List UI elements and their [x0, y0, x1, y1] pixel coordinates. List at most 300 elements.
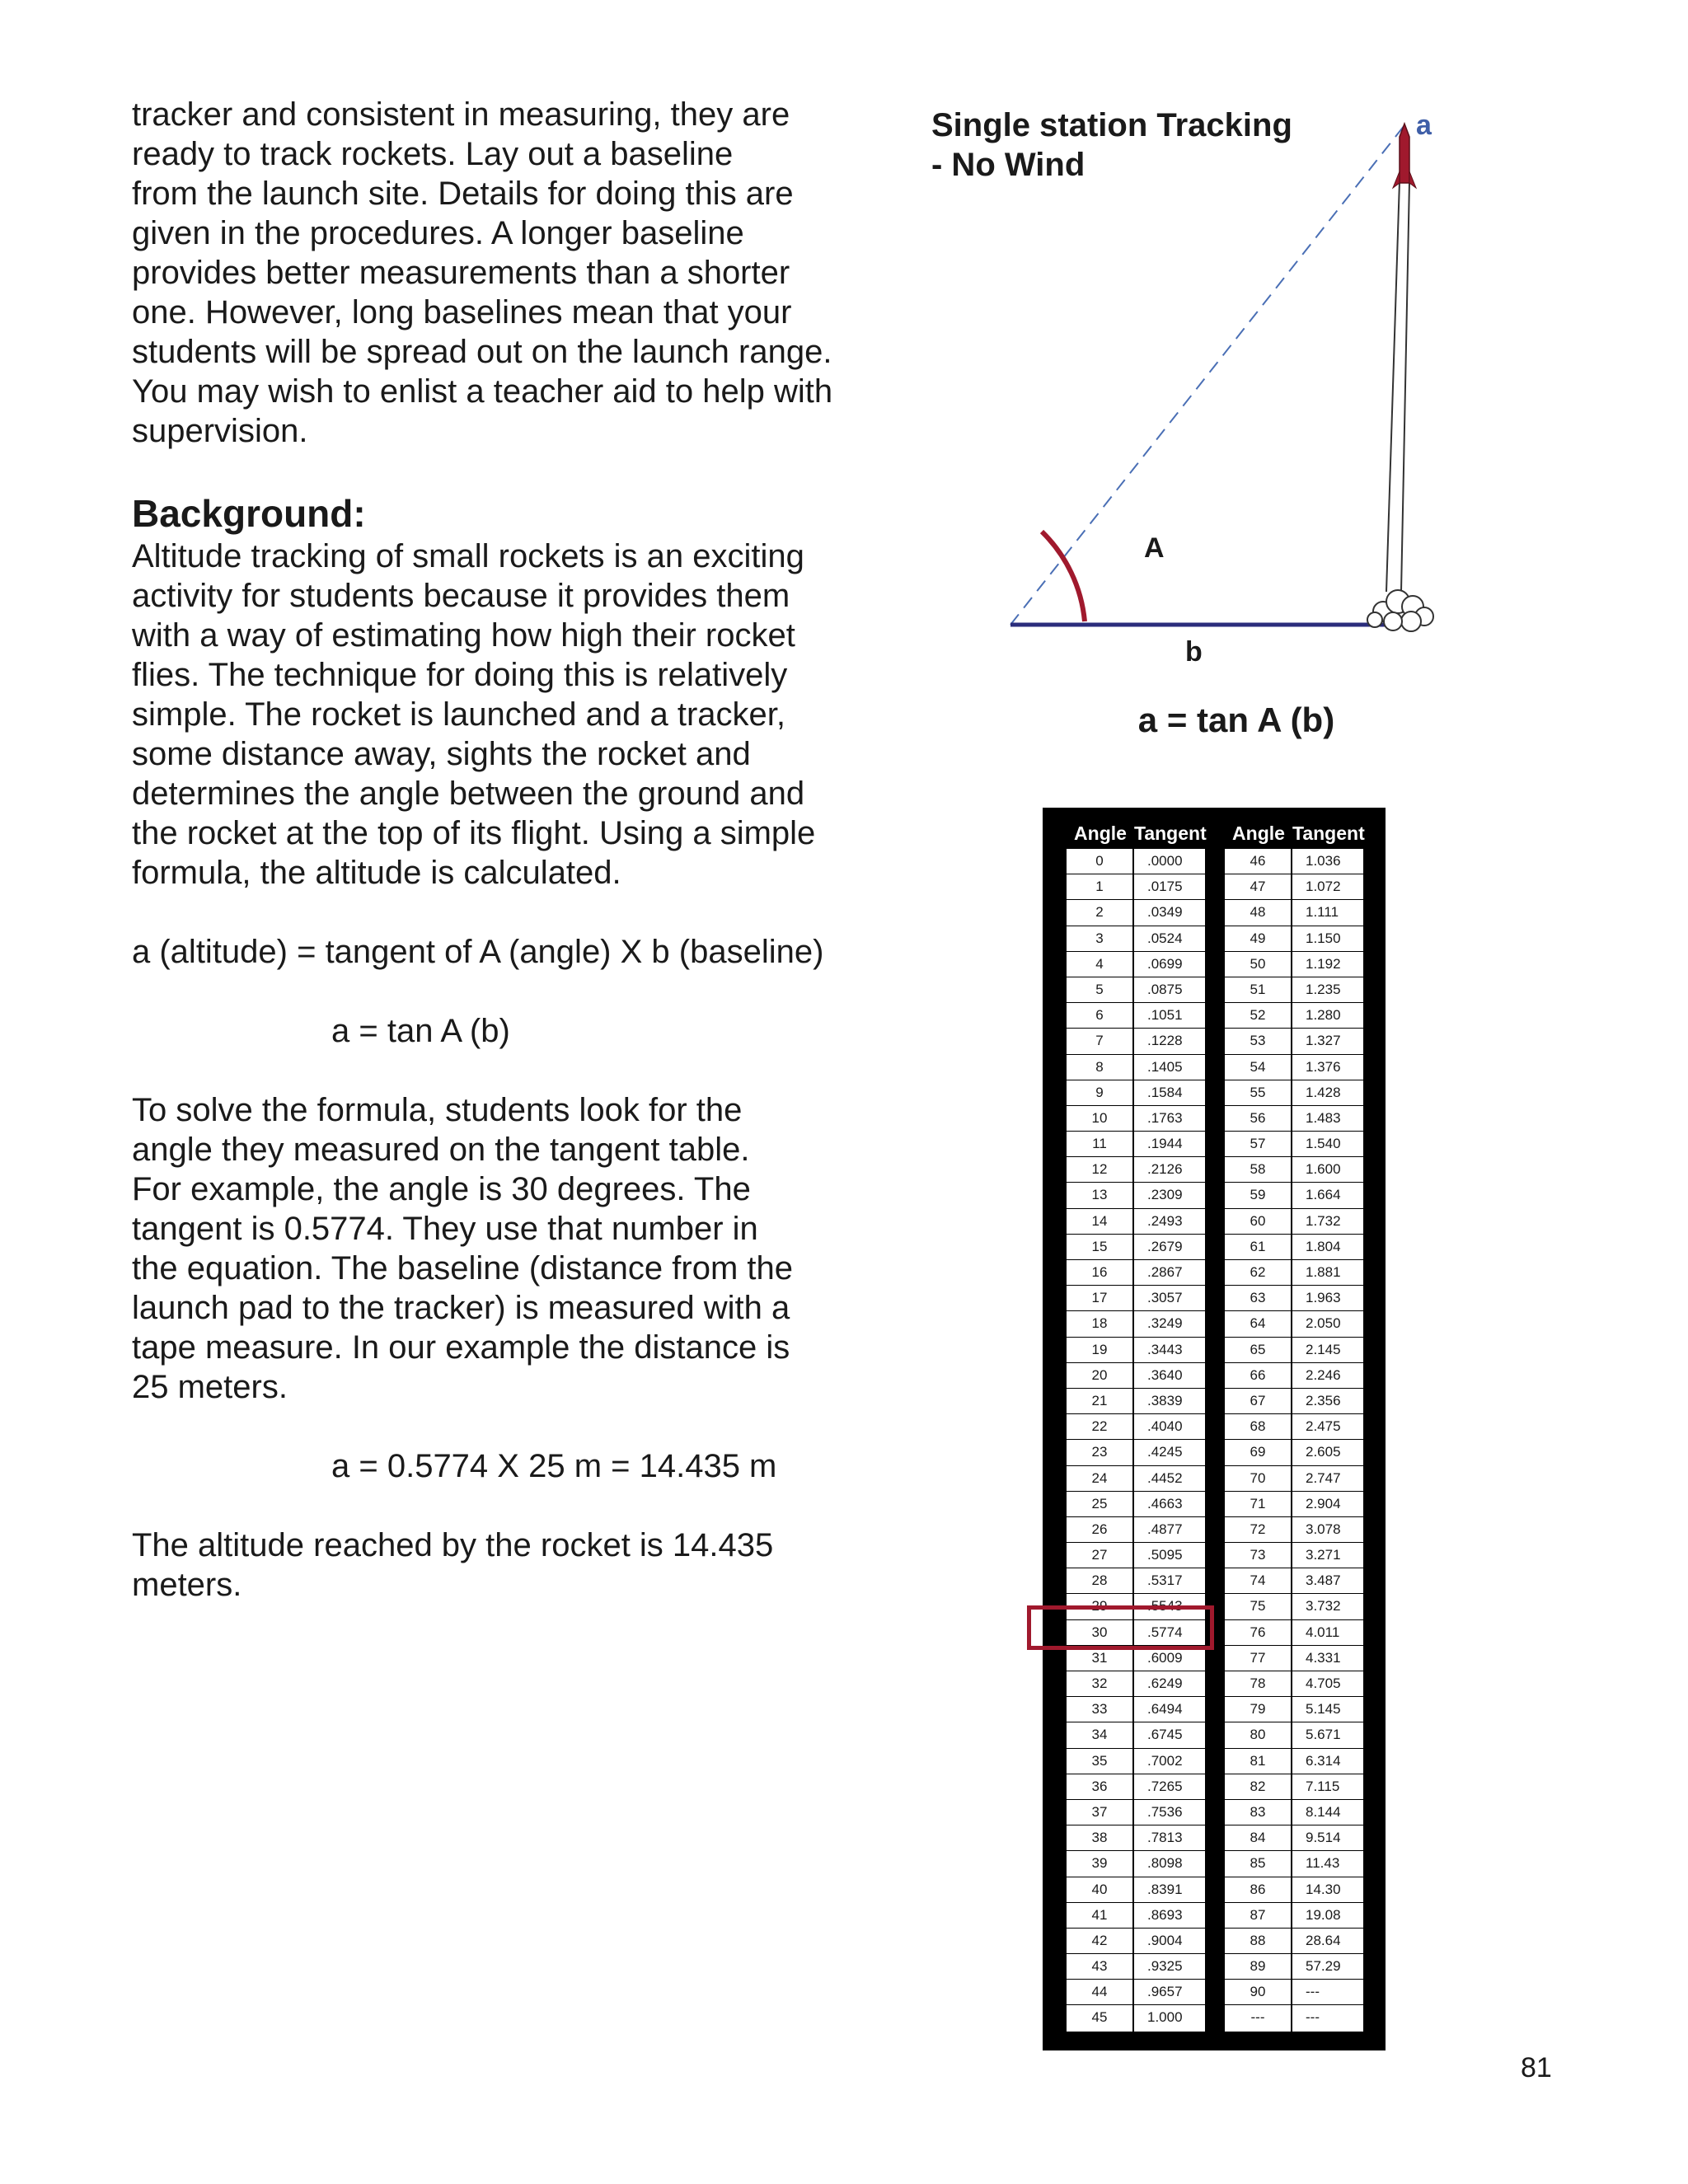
tangent-cell: 3.271 [1306, 1547, 1341, 1563]
tangent-cell: 6.314 [1306, 1752, 1341, 1769]
intro-line: ready to track rockets. Lay out a baseline [132, 136, 734, 172]
angle-cell: 62 [1225, 1260, 1292, 1285]
table-row [1225, 1851, 1363, 1877]
table-row [1225, 926, 1363, 952]
table-row [1067, 1080, 1205, 1106]
tangent-cell: --- [1306, 1984, 1320, 2000]
table-row [1225, 1414, 1363, 1440]
angle-cell: 37 [1067, 1800, 1134, 1825]
table-row [1225, 1594, 1363, 1619]
angle-cell: 9 [1067, 1080, 1134, 1105]
angle-cell: 78 [1225, 1671, 1292, 1696]
table-row [1067, 1414, 1205, 1440]
table-row [1225, 952, 1363, 977]
header-angle: Angle [1074, 822, 1127, 844]
background-line: simple. The rocket is launched and a tracker, [132, 696, 786, 733]
tangent-cell: 3.487 [1306, 1572, 1341, 1589]
tangent-cell: .1051 [1147, 1007, 1183, 1024]
formula-short: a = tan A (b) [331, 1013, 510, 1049]
angle-cell: 72 [1225, 1517, 1292, 1542]
tangent-cell: 11.43 [1306, 1855, 1340, 1872]
angle-cell: 87 [1225, 1903, 1292, 1928]
tangent-cell: 2.356 [1306, 1392, 1341, 1408]
tangent-cell: .3057 [1147, 1290, 1183, 1306]
angle-cell: 7 [1067, 1029, 1134, 1053]
angle-cell: 16 [1067, 1260, 1134, 1285]
tangent-cell: 1.483 [1306, 1109, 1341, 1126]
table-row [1067, 952, 1205, 977]
table-row [1067, 1440, 1205, 1465]
angle-cell: 75 [1225, 1594, 1292, 1619]
tangent-cell: 5.145 [1306, 1701, 1341, 1718]
table-row [1225, 1338, 1363, 1363]
angle-cell: 29 [1067, 1594, 1134, 1619]
tangent-cell: 1.072 [1306, 879, 1341, 895]
angle-cell: 23 [1067, 1440, 1134, 1465]
angle-cell: 15 [1067, 1235, 1134, 1259]
tangent-cell: 1.150 [1306, 930, 1341, 946]
angle-cell: 68 [1225, 1414, 1292, 1439]
angle-cell: 1 [1067, 874, 1134, 899]
table-row [1225, 1080, 1363, 1106]
tangent-table [1043, 808, 1386, 2050]
table-row [1067, 1338, 1205, 1363]
angle-cell: 32 [1067, 1671, 1134, 1696]
tangent-cell: .1405 [1147, 1058, 1183, 1075]
angle-cell: 51 [1225, 977, 1292, 1002]
diagram-formula: a = tan A (b) [1137, 701, 1335, 739]
table-row [1225, 900, 1363, 926]
angle-cell: 18 [1067, 1311, 1134, 1336]
tangent-cell: .0699 [1147, 955, 1183, 972]
tangent-cell: .2493 [1147, 1212, 1183, 1229]
angle-cell: 20 [1067, 1363, 1134, 1388]
tangent-cell: .0875 [1147, 981, 1183, 997]
table-row [1225, 1440, 1363, 1465]
table-row [1225, 1492, 1363, 1517]
tangent-cell: 3.732 [1306, 1598, 1341, 1615]
table-row [1067, 1903, 1205, 1929]
tangent-cell: .9325 [1147, 1958, 1183, 1975]
table-row [1225, 1389, 1363, 1414]
tangent-cell: 1.732 [1306, 1212, 1341, 1229]
table-row [1225, 1620, 1363, 1646]
tangent-cell: 1.327 [1306, 1033, 1341, 1049]
background-paragraph [132, 537, 874, 893]
angle-cell: 35 [1067, 1749, 1134, 1774]
table-row [1067, 1286, 1205, 1311]
intro-paragraph [132, 95, 874, 451]
solve-line: For example, the angle is 30 degrees. The [132, 1171, 751, 1207]
table-row [1225, 2005, 1363, 2031]
tangent-cell: 9.514 [1306, 1830, 1341, 1846]
angle-cell: 49 [1225, 926, 1292, 951]
angle-cell: 89 [1225, 1954, 1292, 1979]
solve-line: 25 meters. [132, 1369, 288, 1405]
intro-line: students will be spread out on the launch range. [132, 334, 832, 370]
angle-cell: 57 [1225, 1132, 1292, 1156]
table-row [1225, 1055, 1363, 1080]
table-row [1067, 1800, 1205, 1825]
table-header-right [1225, 818, 1363, 849]
tangent-cell: 1.000 [1147, 2009, 1183, 2026]
tangent-cell: .6009 [1147, 1649, 1183, 1666]
angle-arc [1042, 532, 1085, 621]
table-row [1067, 1492, 1205, 1517]
tangent-cell: 1.280 [1306, 1007, 1341, 1024]
table-row [1225, 1311, 1363, 1337]
table-row [1225, 1235, 1363, 1260]
tangent-cell: .5317 [1147, 1572, 1183, 1589]
intro-line: given in the procedures. A longer baseline [132, 215, 744, 251]
tangent-cell: .1944 [1147, 1136, 1183, 1152]
angle-cell: 83 [1225, 1800, 1292, 1825]
solve-paragraph [132, 1090, 874, 1407]
tangent-cell: 4.331 [1306, 1649, 1341, 1666]
intro-line: You may wish to enlist a teacher aid to help with [132, 373, 833, 410]
tangent-cell: 19.08 [1306, 1906, 1341, 1923]
tangent-cell: 4.705 [1306, 1675, 1341, 1691]
tangent-cell: 2.475 [1306, 1418, 1341, 1435]
table-row [1067, 1389, 1205, 1414]
angle-cell: 90 [1225, 1980, 1292, 2004]
table-row [1067, 1851, 1205, 1877]
angle-cell: 34 [1067, 1722, 1134, 1747]
angle-cell: 21 [1067, 1389, 1134, 1413]
angle-cell: 26 [1067, 1517, 1134, 1542]
tangent-cell: 8.144 [1306, 1803, 1341, 1820]
tangent-cell: .3640 [1147, 1366, 1183, 1383]
table-row [1225, 849, 1363, 874]
table-row [1067, 1260, 1205, 1286]
table-row [1225, 1260, 1363, 1286]
solve-line: To solve the formula, students look for the [132, 1092, 743, 1128]
angle-cell: 50 [1225, 952, 1292, 977]
angle-cell: 77 [1225, 1646, 1292, 1671]
tangent-cell: .4452 [1147, 1469, 1183, 1486]
angle-cell: 70 [1225, 1466, 1292, 1491]
angle-cell: 55 [1225, 1080, 1292, 1105]
table-row [1225, 1106, 1363, 1132]
angle-cell: 79 [1225, 1697, 1292, 1722]
table-row [1225, 1800, 1363, 1825]
angle-cell: 6 [1067, 1003, 1134, 1028]
angle-cell: 2 [1067, 900, 1134, 925]
formula-long: a (altitude) = tangent of A (angle) X b (baseline) [132, 934, 824, 970]
table-row [1067, 1697, 1205, 1722]
angle-cell: 42 [1067, 1929, 1134, 1953]
angle-cell: 40 [1067, 1877, 1134, 1902]
table-row [1225, 1132, 1363, 1157]
tangent-cell: .1584 [1147, 1084, 1183, 1100]
angle-cell: 66 [1225, 1363, 1292, 1388]
tangent-cell: .6494 [1147, 1701, 1183, 1718]
tangent-cell: .9657 [1147, 1984, 1183, 2000]
angle-cell: 39 [1067, 1851, 1134, 1876]
angle-cell: 56 [1225, 1106, 1292, 1131]
table-row [1067, 1671, 1205, 1697]
table-row [1067, 1568, 1205, 1594]
tangent-cell: 14.30 [1306, 1881, 1341, 1897]
table-row [1225, 1209, 1363, 1235]
table-row [1067, 849, 1205, 874]
tangent-cell: .6745 [1147, 1727, 1183, 1743]
table-column-left [1067, 818, 1205, 2032]
background-line: determines the angle between the ground and [132, 776, 805, 812]
tangent-cell: 1.036 [1306, 853, 1341, 869]
angle-cell: 17 [1067, 1286, 1134, 1310]
rocket-trail-left [1386, 181, 1400, 592]
table-row [1225, 1286, 1363, 1311]
angle-cell: 25 [1067, 1492, 1134, 1516]
background-line: flies. The technique for doing this is relatively [132, 657, 788, 693]
solve-line: tape measure. In our example the distance is [132, 1329, 790, 1366]
table-row [1225, 1877, 1363, 1903]
angle-cell: 44 [1067, 1980, 1134, 2004]
table-row [1225, 1954, 1363, 1980]
tangent-cell: 57.29 [1306, 1958, 1341, 1975]
rocket-trail-right [1401, 181, 1409, 592]
angle-cell: 5 [1067, 977, 1134, 1002]
example-formula: a = 0.5774 X 25 m = 14.435 m [331, 1448, 777, 1484]
background-heading: Background: [132, 492, 366, 535]
angle-cell: 52 [1225, 1003, 1292, 1028]
table-row [1067, 1106, 1205, 1132]
angle-cell: 48 [1225, 900, 1292, 925]
angle-cell: 61 [1225, 1235, 1292, 1259]
table-row [1067, 1954, 1205, 1980]
table-column-right [1225, 818, 1363, 2032]
table-row [1225, 1517, 1363, 1543]
background-line: the rocket at the top of its flight. Using a simple [132, 815, 816, 851]
table-row [1067, 1029, 1205, 1054]
tangent-cell: .8693 [1147, 1906, 1183, 1923]
table-row [1067, 1466, 1205, 1492]
tangent-cell: 2.605 [1306, 1444, 1341, 1460]
background-line: Altitude tracking of small rockets is an exciting [132, 538, 804, 574]
tangent-cell: 2.050 [1306, 1315, 1341, 1332]
table-row [1225, 1646, 1363, 1671]
label-b: b [1185, 636, 1203, 668]
background-line: some distance away, sights the rocket and [132, 736, 751, 772]
angle-cell: 0 [1067, 849, 1134, 874]
angle-cell: 69 [1225, 1440, 1292, 1465]
tangent-cell: .2867 [1147, 1264, 1183, 1280]
table-row [1067, 1055, 1205, 1080]
table-row [1067, 1003, 1205, 1029]
table-row [1067, 926, 1205, 952]
angle-cell: 27 [1067, 1543, 1134, 1568]
tangent-cell: 3.078 [1306, 1521, 1341, 1537]
angle-cell: 43 [1067, 1954, 1134, 1979]
tangent-cell: .0349 [1147, 904, 1183, 921]
tangent-cell: .3249 [1147, 1315, 1183, 1332]
angle-cell: 33 [1067, 1697, 1134, 1722]
angle-cell: 8 [1067, 1055, 1134, 1080]
solve-line: the equation. The baseline (distance from the [132, 1250, 793, 1286]
table-row [1067, 1825, 1205, 1851]
tangent-cell: 1.111 [1306, 904, 1339, 921]
table-row [1225, 1749, 1363, 1774]
table-row [1225, 1568, 1363, 1594]
angle-cell: 88 [1225, 1929, 1292, 1953]
tangent-cell: 4.011 [1306, 1624, 1340, 1640]
tangent-cell: 1.428 [1306, 1084, 1341, 1100]
result-line: meters. [132, 1567, 242, 1603]
angle-cell: 12 [1067, 1157, 1134, 1182]
tangent-cell: .7002 [1147, 1752, 1183, 1769]
intro-line: supervision. [132, 413, 308, 449]
table-row [1067, 1157, 1205, 1183]
intro-line: from the launch site. Details for doing this are [132, 176, 794, 212]
tangent-cell: 7.115 [1306, 1778, 1340, 1794]
tangent-cell: .5095 [1147, 1547, 1183, 1563]
diagram-title-line1: Single station Tracking [931, 107, 1292, 143]
tangent-cell: .0175 [1147, 879, 1183, 895]
angle-cell: 86 [1225, 1877, 1292, 1902]
angle-cell: 59 [1225, 1183, 1292, 1207]
result-line: The altitude reached by the rocket is 14.435 [132, 1527, 774, 1563]
table-row [1067, 977, 1205, 1003]
angle-cell: 81 [1225, 1749, 1292, 1774]
tangent-cell: .0524 [1147, 930, 1183, 946]
tangent-cell: 2.246 [1306, 1366, 1341, 1383]
table-row [1225, 1183, 1363, 1208]
tangent-cell: .4877 [1147, 1521, 1183, 1537]
table-row [1067, 1877, 1205, 1903]
angle-cell: 45 [1067, 2005, 1134, 2031]
table-row [1225, 1980, 1363, 2005]
angle-cell: 41 [1067, 1903, 1134, 1928]
left-column [132, 95, 874, 1605]
table-rows-left [1067, 849, 1205, 2032]
tangent-cell: .7813 [1147, 1830, 1183, 1846]
angle-cell: 53 [1225, 1029, 1292, 1053]
table-row [1225, 1029, 1363, 1054]
tangent-cell: .4040 [1147, 1418, 1183, 1435]
tangent-cell: 1.664 [1306, 1187, 1341, 1203]
angle-cell: 71 [1225, 1492, 1292, 1516]
table-row [1225, 1722, 1363, 1748]
angle-cell: --- [1225, 2005, 1292, 2031]
tangent-cell: .5774 [1147, 1624, 1183, 1640]
angle-cell: 19 [1067, 1338, 1134, 1362]
table-row [1225, 1671, 1363, 1697]
tangent-cell: .3839 [1147, 1392, 1183, 1408]
table-row [1067, 1749, 1205, 1774]
tangent-cell: --- [1306, 2009, 1320, 2026]
tangent-cell: .3443 [1147, 1341, 1183, 1357]
angle-cell: 38 [1067, 1825, 1134, 1850]
angle-cell: 22 [1067, 1414, 1134, 1439]
table-row [1067, 874, 1205, 900]
angle-cell: 73 [1225, 1543, 1292, 1568]
table-row [1067, 1209, 1205, 1235]
table-row [1067, 1183, 1205, 1208]
tangent-cell: 2.904 [1306, 1495, 1341, 1511]
tangent-cell: 1.235 [1306, 981, 1341, 997]
angle-cell: 14 [1067, 1209, 1134, 1234]
header-angle: Angle [1232, 822, 1285, 844]
table-rows-right [1225, 849, 1363, 2032]
table-row [1067, 900, 1205, 926]
table-row [1225, 874, 1363, 900]
intro-line: provides better measurements than a shorter [132, 255, 790, 291]
tangent-cell: 28.64 [1306, 1932, 1341, 1948]
angle-cell: 63 [1225, 1286, 1292, 1310]
table-row [1067, 1363, 1205, 1389]
table-row [1225, 977, 1363, 1003]
angle-cell: 67 [1225, 1389, 1292, 1413]
angle-cell: 24 [1067, 1466, 1134, 1491]
tangent-cell: 1.540 [1306, 1136, 1341, 1152]
background-line: activity for students because it provides them [132, 578, 790, 614]
intro-line: one. However, long baselines mean that your [132, 294, 792, 330]
table-row [1225, 1825, 1363, 1851]
table-row [1225, 1903, 1363, 1929]
table-row [1067, 1543, 1205, 1568]
tangent-cell: 2.145 [1306, 1341, 1341, 1357]
angle-cell: 74 [1225, 1568, 1292, 1593]
angle-cell: 13 [1067, 1183, 1134, 1207]
tangent-cell: .1228 [1147, 1033, 1183, 1049]
tangent-cell: 2.747 [1306, 1469, 1341, 1486]
table-row [1067, 1722, 1205, 1748]
table-row [1067, 1774, 1205, 1800]
result-paragraph [132, 1526, 874, 1605]
tangent-cell: .2309 [1147, 1187, 1183, 1203]
angle-cell: 30 [1067, 1620, 1134, 1645]
rocket-icon [1393, 124, 1416, 188]
page-number: 81 [1521, 2052, 1552, 2083]
tangent-cell: .6249 [1147, 1675, 1183, 1691]
tangent-cell: .4245 [1147, 1444, 1183, 1460]
table-row [1067, 1929, 1205, 1954]
table-row [1225, 1363, 1363, 1389]
angle-cell: 84 [1225, 1825, 1292, 1850]
angle-cell: 46 [1225, 849, 1292, 874]
angle-cell: 76 [1225, 1620, 1292, 1645]
tangent-cell: .1763 [1147, 1109, 1183, 1126]
angle-cell: 36 [1067, 1774, 1134, 1799]
tangent-cell: .8391 [1147, 1881, 1183, 1897]
solve-line: tangent is 0.5774. They use that number in [132, 1211, 758, 1247]
tangent-cell: 1.192 [1306, 955, 1341, 972]
table-row [1225, 1774, 1363, 1800]
angle-cell: 54 [1225, 1055, 1292, 1080]
angle-cell: 31 [1067, 1646, 1134, 1671]
angle-cell: 3 [1067, 926, 1134, 951]
label-a: a [1416, 110, 1432, 141]
tangent-cell: .8098 [1147, 1855, 1183, 1872]
tangent-cell: .9004 [1147, 1932, 1183, 1948]
angle-cell: 80 [1225, 1722, 1292, 1747]
background-line: with a way of estimating how high their rocket [132, 617, 795, 654]
angle-cell: 64 [1225, 1311, 1292, 1336]
background-line: formula, the altitude is calculated. [132, 855, 621, 891]
table-header-left [1067, 818, 1205, 849]
table-row [1225, 1697, 1363, 1722]
angle-cell: 4 [1067, 952, 1134, 977]
tangent-cell: 1.963 [1306, 1290, 1341, 1306]
angle-cell: 47 [1225, 874, 1292, 899]
angle-cell: 65 [1225, 1338, 1292, 1362]
table-row [1225, 1157, 1363, 1183]
intro-line: tracker and consistent in measuring, they are [132, 96, 790, 133]
header-tangent: Tangent [1292, 822, 1365, 844]
hypotenuse-line [1010, 125, 1404, 625]
tangent-cell: .7265 [1147, 1778, 1183, 1794]
